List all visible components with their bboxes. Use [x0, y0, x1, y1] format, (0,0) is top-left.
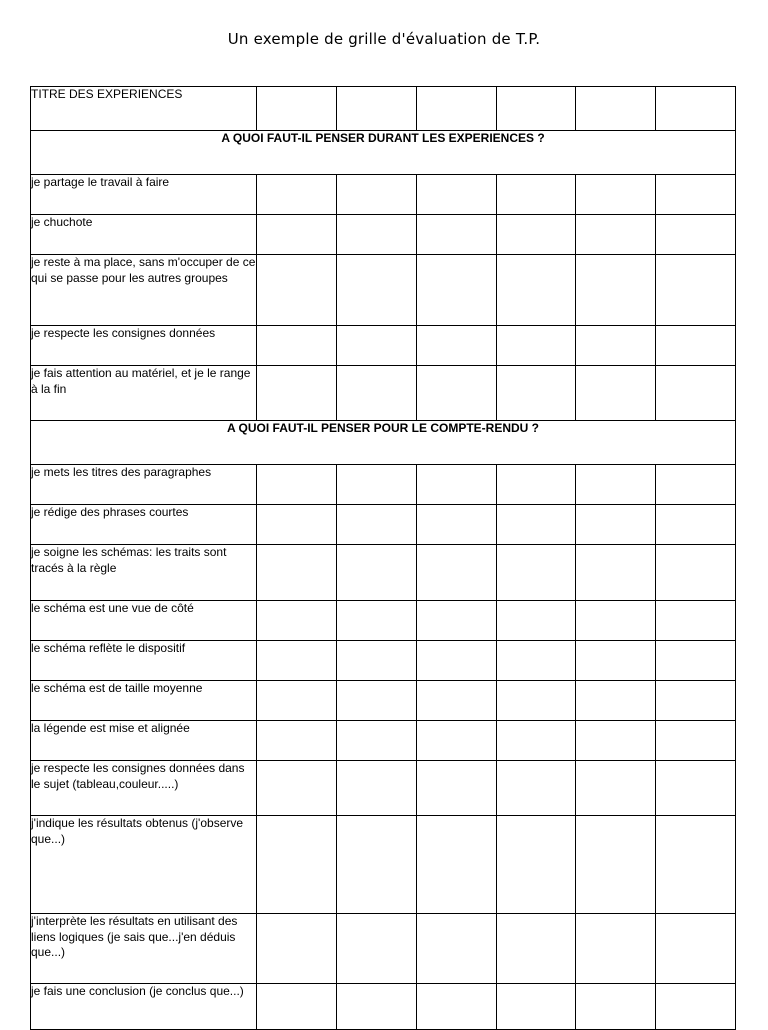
grade-cell: [337, 465, 417, 505]
grade-cell: [497, 505, 576, 545]
grade-cell: [576, 721, 656, 761]
grade-cell: [417, 175, 497, 215]
grade-cell: [257, 721, 337, 761]
section-heading-row: [31, 421, 736, 465]
grade-cell: [337, 366, 417, 421]
criterion-row: [31, 721, 736, 761]
grade-cell: [257, 215, 337, 255]
grade-cell: [417, 816, 497, 914]
header-row: [31, 87, 736, 131]
criterion-label: je fais une conclusion (je conclus que...): [31, 984, 257, 1030]
grade-cell: [576, 914, 656, 984]
grade-cell: [497, 721, 576, 761]
grade-cell: [417, 761, 497, 816]
criterion-label: je soigne les schémas: les traits sont tracés à la règle: [31, 545, 257, 601]
grade-cell: [656, 175, 736, 215]
grade-cell: [257, 761, 337, 816]
criterion-row: [31, 681, 736, 721]
grade-cell: [417, 215, 497, 255]
grade-cell: [656, 641, 736, 681]
section-heading-compte-rendu: A QUOI FAUT-IL PENSER POUR LE COMPTE-RENDU ?: [31, 421, 736, 465]
grade-cell: [337, 681, 417, 721]
criterion-row: [31, 984, 736, 1030]
grade-cell: [417, 681, 497, 721]
grade-cell: [656, 366, 736, 421]
grade-cell: [656, 326, 736, 366]
grade-cell: [417, 465, 497, 505]
criterion-row: [31, 366, 736, 421]
criterion-row: [31, 465, 736, 505]
grade-cell: [257, 545, 337, 601]
criterion-label: le schéma est une vue de côté: [31, 601, 257, 641]
criterion-row: [31, 641, 736, 681]
grade-cell: [497, 175, 576, 215]
grade-cell: [257, 175, 337, 215]
criterion-row: [31, 326, 736, 366]
grade-cell: [576, 175, 656, 215]
grade-cell: [576, 465, 656, 505]
grade-cell: [656, 816, 736, 914]
grade-cell: [257, 681, 337, 721]
grade-cell: [417, 366, 497, 421]
grade-cell: [417, 641, 497, 681]
section-heading-row: [31, 131, 736, 175]
grade-cell: [417, 914, 497, 984]
criterion-label: la légende est mise et alignée: [31, 721, 257, 761]
grade-cell: [656, 545, 736, 601]
grade-cell: [337, 761, 417, 816]
grade-cell: [337, 255, 417, 326]
grade-cell: [257, 914, 337, 984]
criterion-row: [31, 816, 736, 914]
page-title: Un exemple de grille d'évaluation de T.P.: [227, 30, 541, 48]
grade-cell: [417, 545, 497, 601]
grade-cell: [656, 601, 736, 641]
criterion-row: [31, 761, 736, 816]
grade-cell: [656, 984, 736, 1030]
grade-cell: [576, 601, 656, 641]
criterion-row: [31, 175, 736, 215]
grade-cell: [417, 601, 497, 641]
grade-cell: [337, 641, 417, 681]
grade-cell: [257, 505, 337, 545]
criterion-row: [31, 601, 736, 641]
grade-cell: [417, 255, 497, 326]
grade-cell: [337, 545, 417, 601]
grade-cell: [656, 505, 736, 545]
grade-cell: [417, 326, 497, 366]
grade-cell: [257, 465, 337, 505]
criterion-label: je reste à ma place, sans m'occuper de ce qui se passe pour les autres groupes: [31, 255, 257, 326]
grade-cell: [497, 545, 576, 601]
grade-cell: [576, 984, 656, 1030]
experience-title-cell: [497, 87, 576, 131]
grade-cell: [497, 255, 576, 326]
experience-title-cell: [417, 87, 497, 131]
grade-cell: [656, 761, 736, 816]
grade-cell: [576, 761, 656, 816]
grade-cell: [576, 681, 656, 721]
grade-cell: [576, 366, 656, 421]
criterion-label: je fais attention au matériel, et je le range à la fin: [31, 366, 257, 421]
grade-cell: [337, 721, 417, 761]
grade-cell: [337, 326, 417, 366]
grade-cell: [656, 914, 736, 984]
grade-cell: [337, 984, 417, 1030]
criterion-row: [31, 545, 736, 601]
grade-cell: [417, 984, 497, 1030]
grade-cell: [497, 641, 576, 681]
grade-cell: [257, 984, 337, 1030]
grade-cell: [656, 681, 736, 721]
grade-cell: [337, 215, 417, 255]
experience-title-cell: [257, 87, 337, 131]
experience-title-cell: [656, 87, 736, 131]
grade-cell: [257, 326, 337, 366]
grade-cell: [576, 215, 656, 255]
criterion-row: [31, 255, 736, 326]
grade-cell: [417, 505, 497, 545]
grade-cell: [497, 215, 576, 255]
grade-cell: [337, 816, 417, 914]
grade-cell: [497, 914, 576, 984]
grade-cell: [576, 545, 656, 601]
criterion-row: [31, 505, 736, 545]
grade-cell: [337, 601, 417, 641]
criterion-row: [31, 914, 736, 984]
grade-cell: [257, 816, 337, 914]
grade-cell: [656, 465, 736, 505]
grade-cell: [656, 255, 736, 326]
grade-cell: [576, 505, 656, 545]
grade-cell: [257, 366, 337, 421]
grade-cell: [497, 366, 576, 421]
criterion-label: le schéma reflète le dispositif: [31, 641, 257, 681]
grade-cell: [497, 984, 576, 1030]
criterion-label: je respecte les consignes données: [31, 326, 257, 366]
grade-cell: [497, 761, 576, 816]
grade-cell: [257, 255, 337, 326]
section-heading-experiences: A QUOI FAUT-IL PENSER DURANT LES EXPERIENCES ?: [31, 131, 736, 175]
criterion-label: j'indique les résultats obtenus (j'observe que...): [31, 816, 257, 914]
grade-cell: [656, 215, 736, 255]
grade-cell: [576, 255, 656, 326]
grade-cell: [497, 601, 576, 641]
experience-title-cell: [337, 87, 417, 131]
grade-cell: [417, 721, 497, 761]
grade-cell: [337, 914, 417, 984]
grade-cell: [576, 326, 656, 366]
grade-cell: [497, 465, 576, 505]
grade-cell: [257, 601, 337, 641]
grade-cell: [656, 721, 736, 761]
criterion-label: je respecte les consignes données dans le sujet (tableau,couleur.....): [31, 761, 257, 816]
criterion-label: le schéma est de taille moyenne: [31, 681, 257, 721]
criterion-label: je partage le travail à faire: [31, 175, 257, 215]
grade-cell: [497, 816, 576, 914]
grade-cell: [337, 175, 417, 215]
grade-cell: [576, 641, 656, 681]
experience-title-cell: [576, 87, 656, 131]
criterion-label: j'interprète les résultats en utilisant des liens logiques (je sais que...j'en déduis que...): [31, 914, 257, 984]
criterion-label: je rédige des phrases courtes: [31, 505, 257, 545]
grade-cell: [497, 326, 576, 366]
criterion-label: je chuchote: [31, 215, 257, 255]
grade-cell: [257, 641, 337, 681]
grade-cell: [576, 816, 656, 914]
grade-cell: [497, 681, 576, 721]
experiences-title-label: TITRE DES EXPERIENCES: [31, 87, 257, 131]
grade-cell: [337, 505, 417, 545]
criterion-row: [31, 215, 736, 255]
evaluation-grid: [30, 86, 736, 1030]
criterion-label: je mets les titres des paragraphes: [31, 465, 257, 505]
